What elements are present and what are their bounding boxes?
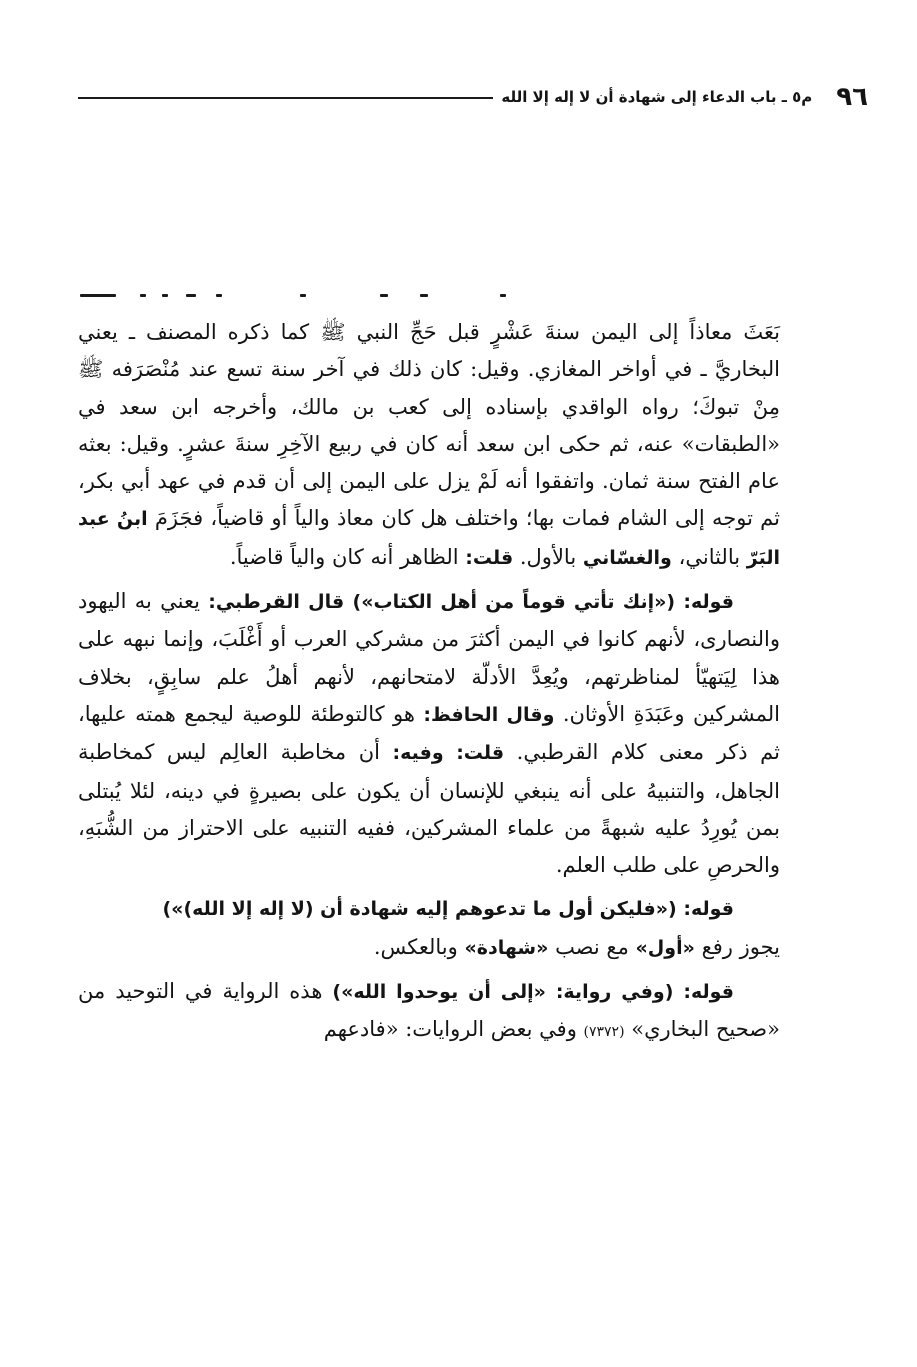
- keyword-qal-qurtubi: قال القرطبي:: [208, 591, 345, 614]
- hadith-reference-number: (٧٣٧٢): [583, 1024, 625, 1041]
- page-number: ٩٦: [836, 82, 868, 112]
- keyword-qawluhu: قوله:: [683, 898, 734, 921]
- name-ghassani: والغسّاني: [582, 546, 672, 569]
- running-title: م٥ ـ باب الدعاء إلى شهادة أن لا إله إلا الله: [501, 88, 813, 106]
- paragraph-text: يعني به اليهود والنصارى، لأنهم كانوا في اليمن أكثرَ من مشركي العرب أو أَغْلَبَ، وإنما نبهه على هذا لِيَتهيّأ لمناظرتهم، ويُعِدَّ الأدلّة لامتحانهم، لأنهم أهلُ علم سابِقٍ، بخلاف المشركين وعَبَدَةِ الأوثان.: [78, 589, 780, 726]
- hadith-quote: (وفي رواية: «إلى أن يوحدوا الله»): [332, 981, 674, 1004]
- paragraph-text: أن مخاطبة العالِم ليس كمخاطبة الجاهل، والتنبيهُ على أنه ينبغي للإنسان أن يكون على بصيرةٍ في دينه، لئلا يُبتلى بمن يُورِدُ عليه شبهةً من علماء المشركين، ففيه التنبيه على الاحتراز من الشُّبَهِ، والحرصِ على طلب العلم.: [78, 740, 780, 878]
- paragraph-text: مع نصب: [555, 934, 629, 959]
- paragraph-text: يجوز رفع: [701, 934, 780, 959]
- paragraph-tawhid-riwaya: [78, 973, 780, 1052]
- cut-off-line-remnant: [80, 286, 780, 302]
- term-shahada: «شهادة»: [464, 936, 549, 959]
- hadith-quote: («فليكن أول ما تدعوهم إليه شهادة أن (لا إله إلا الله)»): [162, 898, 677, 921]
- paragraph-text: وفي بعض الروايات: «فادعهم: [323, 1017, 577, 1042]
- paragraph-text: الظاهر أنه كان والياً قاضياً.: [229, 544, 459, 569]
- paragraph-text: وبالعكس.: [373, 934, 458, 959]
- page-body: [78, 314, 780, 1052]
- hadith-quote: («إنك تأتي قوماً من أهل الكتاب»): [352, 591, 676, 614]
- name-ibn-abd-albarr: ابنُ عبد البَرّ: [78, 508, 780, 569]
- paragraph-text: بَعَثَ معاذاً إلى اليمن سنةَ عَشْرٍ قبل حَجِّ النبي ﷺ كما ذكره المصنف ـ يعني البخاريَّ ـ في أواخر المغازي. وقيل: كان ذلك في آخر سنة تسع عند مُنْصَرَفه ﷺ مِنْ تبوكَ؛ رواه الواقدي بإسناده إلى كعب بن مالك، وأخرجه ابن سعد في «الطبقات» عنه، ثم حكى ابن سعد أنه كان في ربيع الآخِرِ سنةَ عشرٍ. وقيل: بعثه عام الفتح سنة ثمان. واتفقوا أنه لَمْ يزل على اليمن إلى أن قدم في عهد أبي بكر، ثم توجه إلى الشام فمات بها؛ واختلف هل كان معاذ والياً أو قاضياً، فجَزَمَ: [78, 320, 780, 531]
- running-header: [78, 80, 868, 114]
- keyword-wafihi: وفيه:: [392, 742, 444, 765]
- paragraph-shahada: [78, 890, 780, 967]
- keyword-qultu: قلت:: [456, 742, 505, 765]
- keyword-qultu: قلت:: [465, 546, 514, 569]
- paragraph-text: هذه الرواية في التوحيد من «صحيح البخاري»: [78, 979, 780, 1042]
- header-rule: [78, 97, 493, 99]
- paragraph-text: بالأول.: [519, 544, 577, 569]
- keyword-qawluhu: قوله:: [683, 981, 734, 1004]
- paragraph-text: هو كالتوطئة للوصية ليجمع همته عليها، ثم ذكر معنى كلام القرطبي.: [78, 701, 780, 765]
- paragraph-text: بالثاني،: [678, 544, 741, 569]
- keyword-qal-hafiz: وقال الحافظ:: [423, 703, 555, 726]
- keyword-qawluhu: قوله:: [683, 591, 734, 614]
- paragraph-ahl-alkitab: [78, 583, 780, 884]
- term-awwal: «أول»: [635, 936, 695, 959]
- paragraph-muadh-mission: [78, 314, 780, 577]
